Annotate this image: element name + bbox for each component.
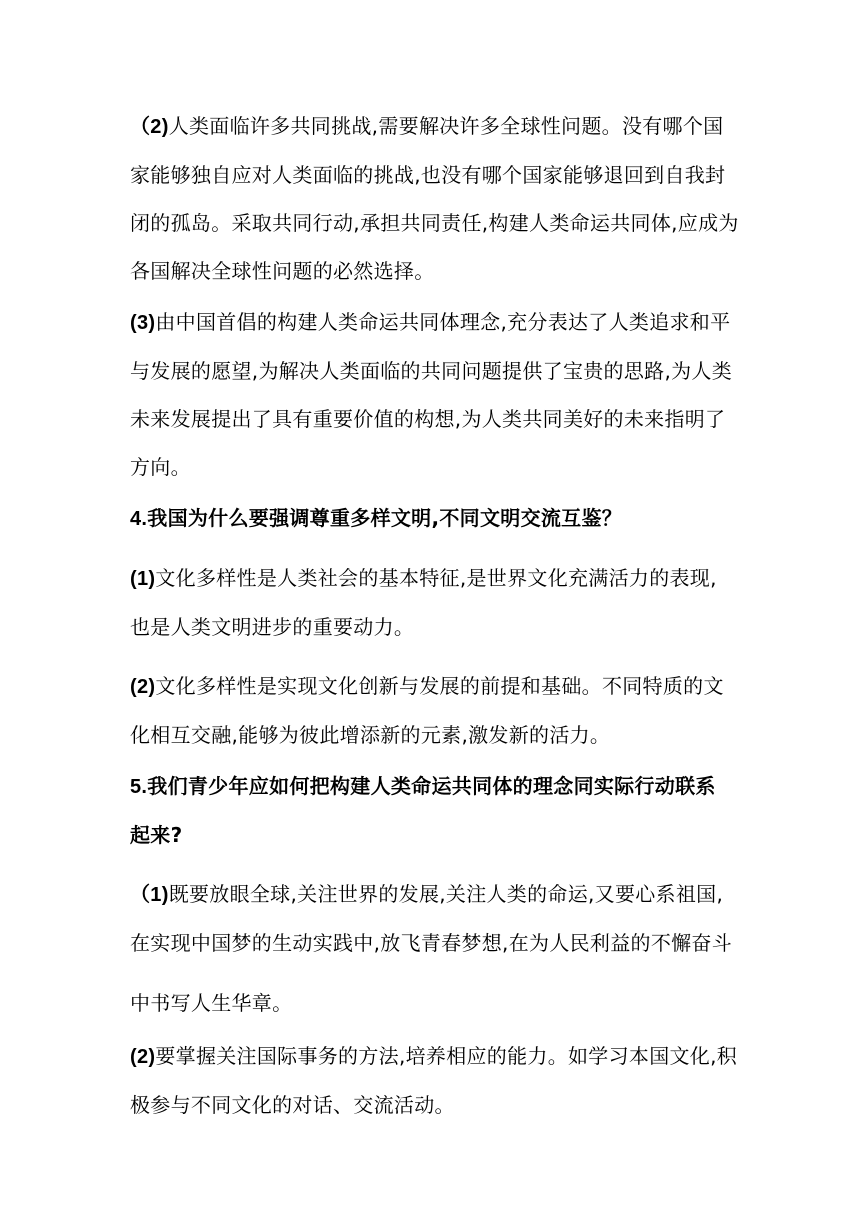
paragraph-line: 闭的孤岛。采取共同行动,承担共同责任,构建人类命运共同体,应成为 bbox=[130, 211, 739, 235]
paragraph-line: 未来发展提出了具有重要价值的构想,为人类共同美好的未来指明了 bbox=[130, 407, 726, 431]
paragraph-line: 也是人类文明进步的重要动力。 bbox=[130, 615, 415, 639]
paragraph-line: 化相互交融,能够为彼此增添新的元素,激发新的活力。 bbox=[130, 723, 611, 747]
paragraph-line: (3)由中国首倡的构建人类命运共同体理念,充分表达了人类追求和平 bbox=[130, 310, 731, 334]
paragraph-line: (2)要掌握关注国际事务的方法,培养相应的能力。如学习本国文化,积 bbox=[130, 1044, 738, 1068]
answer-paragraph-3-concept bbox=[130, 298, 733, 491]
question-5 bbox=[130, 762, 730, 859]
item-marker: （2) bbox=[130, 116, 169, 138]
paragraph-line: （2)人类面临许多共同挑战,需要解决许多全球性问题。没有哪个国 bbox=[130, 114, 724, 138]
item-marker: (1) bbox=[130, 568, 156, 590]
paragraph-line: （1)既要放眼全球,关注世界的发展,关注人类的命运,又要心系祖国, bbox=[130, 882, 724, 906]
paragraph-line: (1)文化多样性是人类社会的基本特征,是世界文化充满活力的表现, bbox=[130, 566, 717, 590]
paragraph-line: 在实现中国梦的生动实践中,放飞青春梦想,在为人民利益的不懈奋斗 bbox=[130, 931, 733, 955]
question-4 bbox=[130, 494, 730, 543]
item-marker: (3) bbox=[130, 312, 156, 334]
paragraph-line: 家能够独自应对人类面临的挑战,也没有哪个国家能够退回到自我封 bbox=[130, 163, 726, 187]
question-line: 5.我们青少年应如何把构建人类命运共同体的理念同实际行动联系 bbox=[130, 774, 716, 798]
paragraph-line: 各国解决全球性问题的必然选择。 bbox=[130, 259, 435, 283]
item-marker: （1) bbox=[130, 884, 169, 906]
answer-paragraph-4-1 bbox=[130, 554, 730, 651]
answer-paragraph-2-challenges bbox=[130, 102, 739, 295]
question-line: 4.我国为什么要强调尊重多样文明,不同文明交流互鉴？ bbox=[130, 506, 623, 530]
paragraph-line: 与发展的愿望,为解决人类面临的共同问题提供了宝贵的思路,为人类 bbox=[130, 359, 733, 383]
paragraph-line: (2)文化多样性是实现文化创新与发展的前提和基础。不同特质的文 bbox=[130, 674, 724, 698]
paragraph-line: 方向。 bbox=[130, 455, 191, 479]
answer-paragraph-5-1 bbox=[130, 870, 733, 1027]
answer-paragraph-5-2 bbox=[130, 1032, 738, 1129]
question-number: 5. bbox=[130, 776, 148, 798]
item-marker: (2) bbox=[130, 1046, 156, 1068]
answer-paragraph-4-2 bbox=[130, 662, 730, 759]
paragraph-line: 中书写人生华章。 bbox=[130, 991, 293, 1015]
item-marker: (2) bbox=[130, 676, 156, 698]
paragraph-line: 极参与不同文化的对话、交流活动。 bbox=[130, 1093, 455, 1117]
question-number: 4. bbox=[130, 508, 148, 530]
question-line: 起来? bbox=[130, 823, 183, 847]
